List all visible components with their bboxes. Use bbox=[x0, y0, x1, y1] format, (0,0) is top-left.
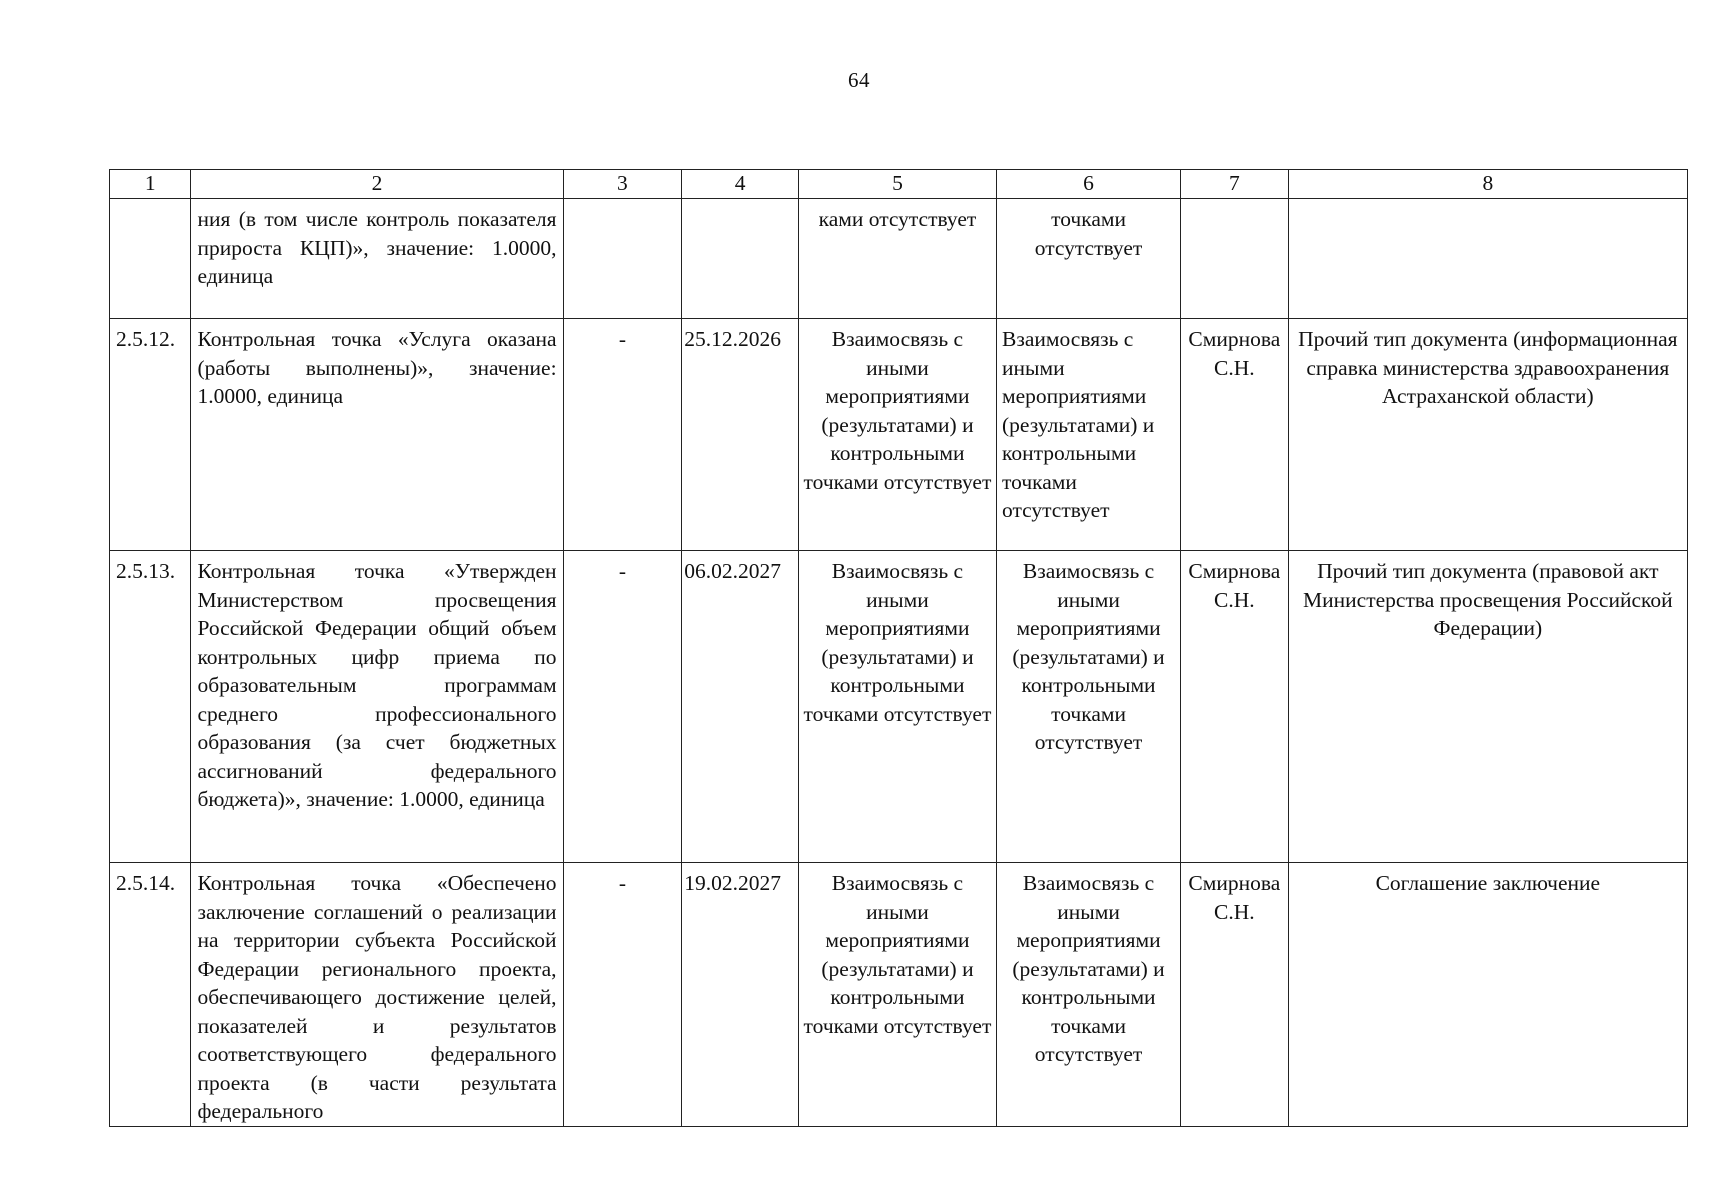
relation-points-cell: Взаимосвязь с иными мероприятиями (результатами) и контрольными точками отсутствует bbox=[997, 863, 1181, 1127]
column-header-2: 2 bbox=[191, 170, 563, 199]
relation-points-cell: Взаимосвязь с иными мероприятиями (результатами) и контрольными точками отсутствует bbox=[997, 319, 1181, 551]
table-header-row bbox=[110, 170, 1688, 199]
row-number-cell: 2.5.13. bbox=[110, 551, 191, 863]
col3-cell: - bbox=[563, 551, 682, 863]
row-number-cell: 2.5.12. bbox=[110, 319, 191, 551]
relation-points-cell: точками отсутствует bbox=[997, 199, 1181, 319]
page-number: 64 bbox=[848, 68, 870, 92]
column-header-4: 4 bbox=[682, 170, 799, 199]
row-number-cell bbox=[110, 199, 191, 319]
date-cell: 25.12.2026 bbox=[682, 319, 799, 551]
table-row bbox=[110, 551, 1688, 863]
control-point-name-cell: Контрольная точка «Утвержден Министерством просвещения Российской Федерации общий объем контрольных цифр приема по образовательным программам среднего профессионального образования (за счет бюджетных ассигнований федерального бюджета)», значение: 1.0000, единица bbox=[191, 551, 563, 863]
col3-cell bbox=[563, 199, 682, 319]
responsible-cell: Смирнова С.Н. bbox=[1181, 863, 1289, 1127]
date-cell: 06.02.2027 bbox=[682, 551, 799, 863]
column-header-1: 1 bbox=[110, 170, 191, 199]
document-type-cell: Прочий тип документа (информационная справка министерства здравоохранения Астраханской области) bbox=[1288, 319, 1687, 551]
responsible-cell bbox=[1181, 199, 1289, 319]
relation-points-cell: Взаимосвязь с иными мероприятиями (результатами) и контрольными точками отсутствует bbox=[997, 551, 1181, 863]
column-header-6: 6 bbox=[997, 170, 1181, 199]
col3-cell: - bbox=[563, 319, 682, 551]
row-number-cell: 2.5.14. bbox=[110, 863, 191, 1127]
control-points-table bbox=[109, 169, 1688, 1127]
responsible-cell: Смирнова С.Н. bbox=[1181, 551, 1289, 863]
relation-results-cell: Взаимосвязь с иными мероприятиями (результатами) и контрольными точками отсутствует bbox=[798, 551, 996, 863]
control-point-name-cell: ния (в том числе контроль показателя прироста КЦП)», значение: 1.0000, единица bbox=[191, 199, 563, 319]
date-cell: 19.02.2027 bbox=[682, 863, 799, 1127]
control-point-name-cell: Контрольная точка «Обеспечено заключение соглашений о реализации на территории субъекта Российской Федерации регионального проекта, обеспечивающего достижение целей, показателей и результатов соответствующего федерального проекта (в части результата федерального bbox=[191, 863, 563, 1127]
relation-results-cell: ками отсутствует bbox=[798, 199, 996, 319]
relation-results-cell: Взаимосвязь с иными мероприятиями (результатами) и контрольными точками отсутствует bbox=[798, 863, 996, 1127]
document-type-cell: Прочий тип документа (правовой акт Министерства просвещения Российской Федерации) bbox=[1288, 551, 1687, 863]
table-row bbox=[110, 319, 1688, 551]
document-type-cell bbox=[1288, 199, 1687, 319]
relation-results-cell: Взаимосвязь с иными мероприятиями (результатами) и контрольными точками отсутствует bbox=[798, 319, 996, 551]
table-row bbox=[110, 863, 1688, 1127]
date-cell bbox=[682, 199, 799, 319]
col3-cell: - bbox=[563, 863, 682, 1127]
column-header-5: 5 bbox=[798, 170, 996, 199]
responsible-cell: Смирнова С.Н. bbox=[1181, 319, 1289, 551]
table-row-continuation bbox=[110, 199, 1688, 319]
control-point-name-cell: Контрольная точка «Услуга оказана (работы выполнены)», значение: 1.0000, единица bbox=[191, 319, 563, 551]
column-header-8: 8 bbox=[1288, 170, 1687, 199]
column-header-7: 7 bbox=[1181, 170, 1289, 199]
column-header-3: 3 bbox=[563, 170, 682, 199]
document-type-cell: Соглашение заключение bbox=[1288, 863, 1687, 1127]
